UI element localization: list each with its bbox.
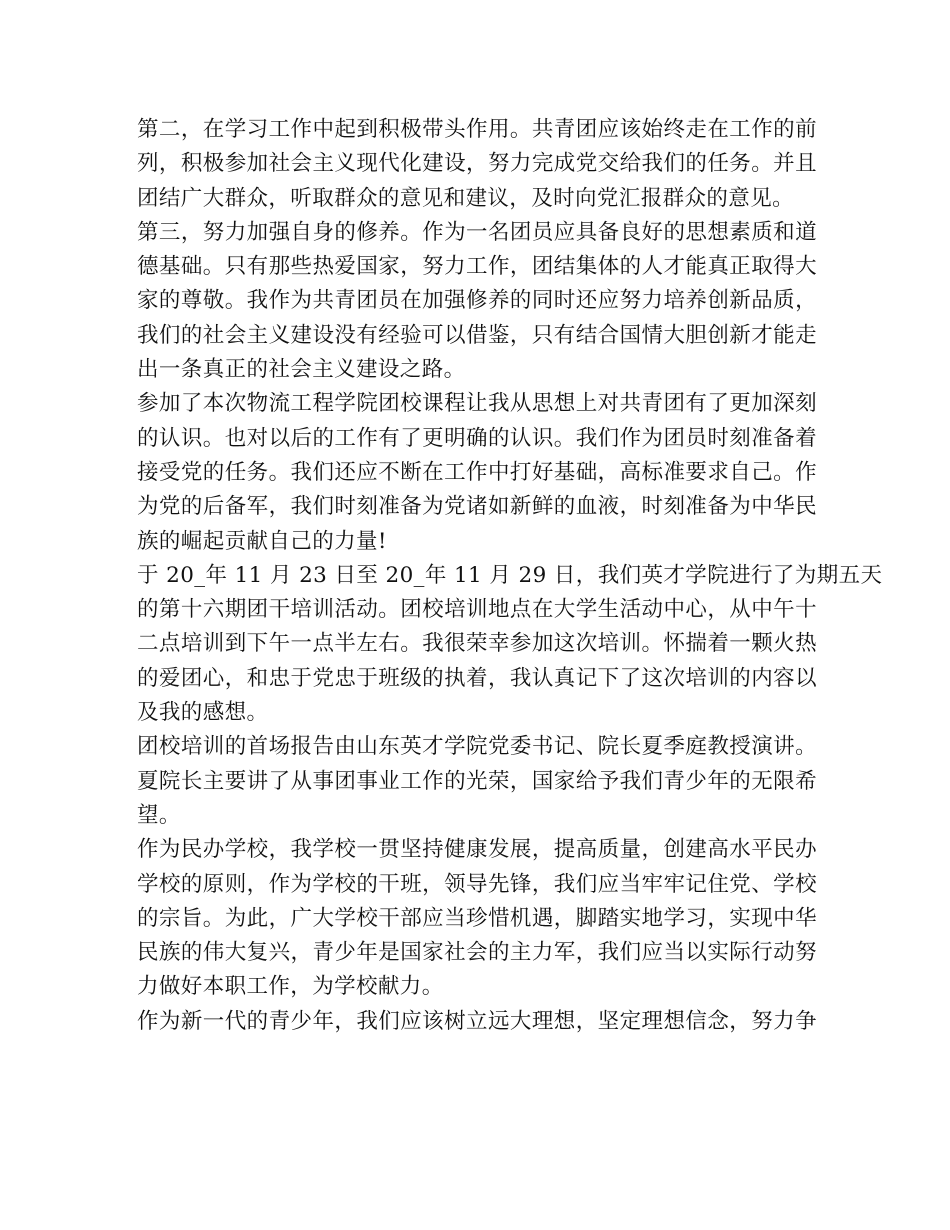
text-line: 及我的感想。 — [137, 700, 269, 726]
text-line: 的宗旨。为此，广大学校干部应当珍惜机遇，脚踏实地学习，实现中华 — [137, 905, 817, 931]
text-line: 望。 — [137, 802, 181, 828]
text-line: 第三，努力加强自身的修养。作为一名团员应具备良好的思想素质和道 — [137, 219, 817, 245]
text-line: 于 20_年 11 月 23 日至 20_年 11 月 29 日，我们英才学院进行了为期五天 — [137, 562, 883, 588]
paragraph — [137, 833, 817, 1004]
text-line: 参加了本次物流工程学院团校课程让我从思想上对共青团有了更加深刻 — [137, 391, 817, 417]
text-line: 德基础。只有那些热爱国家，努力工作，团结集体的人才能真正取得大 — [137, 254, 817, 280]
text-line: 团校培训的首场报告由山东英才学院党委书记、院长夏季庭教授演讲。 — [137, 734, 817, 760]
text-line: 第二，在学习工作中起到积极带头作用。共青团应该始终走在工作的前 — [137, 117, 817, 142]
document-body — [137, 113, 883, 1039]
text-line: 学校的原则，作为学校的干班，领导先锋，我们应当牢牢记住党、学校 — [137, 871, 817, 897]
text-line: 民族的伟大复兴，青少年是国家社会的主力军，我们应当以实际行动努 — [137, 940, 817, 966]
text-line: 我们的社会主义建设没有经验可以借鉴，只有结合国情大胆创新才能走 — [137, 322, 817, 348]
text-line: 族的崛起贡献自己的力量! — [137, 528, 387, 554]
paragraph — [137, 387, 817, 558]
text-line: 出一条真正的社会主义建设之路。 — [137, 357, 466, 383]
paragraph — [137, 216, 817, 387]
paragraph — [137, 730, 817, 833]
paragraph — [137, 1005, 817, 1039]
text-line: 的第十六期团干培训活动。团校培训地点在大学生活动中心，从中午十 — [137, 597, 817, 623]
text-line: 为党的后备军，我们时刻准备为党诸如新鲜的血液，时刻准备为中华民 — [137, 494, 817, 520]
text-line: 接受党的任务。我们还应不断在工作中打好基础，高标准要求自己。作 — [137, 459, 817, 485]
paragraph — [137, 559, 883, 730]
text-line: 列，积极参加社会主义现代化建设，努力完成党交给我们的任务。并且 — [137, 151, 817, 177]
text-line: 二点培训到下午一点半左右。我很荣幸参加这次培训。怀揣着一颗火热 — [137, 631, 817, 657]
text-line: 的认识。也对以后的工作有了更明确的认识。我们作为团员时刻准备着 — [137, 425, 817, 451]
paragraph — [137, 113, 817, 216]
text-line: 团结广大群众，听取群众的意见和建议，及时向党汇报群众的意见。 — [137, 185, 795, 211]
text-line: 家的尊敬。我作为共青团员在加强修养的同时还应努力培养创新品质， — [137, 288, 817, 314]
text-line: 作为民办学校，我学校一贯坚持健康发展，提高质量，创建高水平民办 — [137, 837, 817, 863]
text-line: 力做好本职工作，为学校献力。 — [137, 974, 444, 1000]
text-line: 作为新一代的青少年，我们应该树立远大理想，坚定理想信念，努力争 — [137, 1008, 817, 1034]
text-line: 夏院长主要讲了从事团事业工作的光荣，国家给予我们青少年的无限希 — [137, 768, 817, 794]
text-line: 的爱团心，和忠于党忠于班级的执着，我认真记下了这次培训的内容以 — [137, 665, 817, 691]
